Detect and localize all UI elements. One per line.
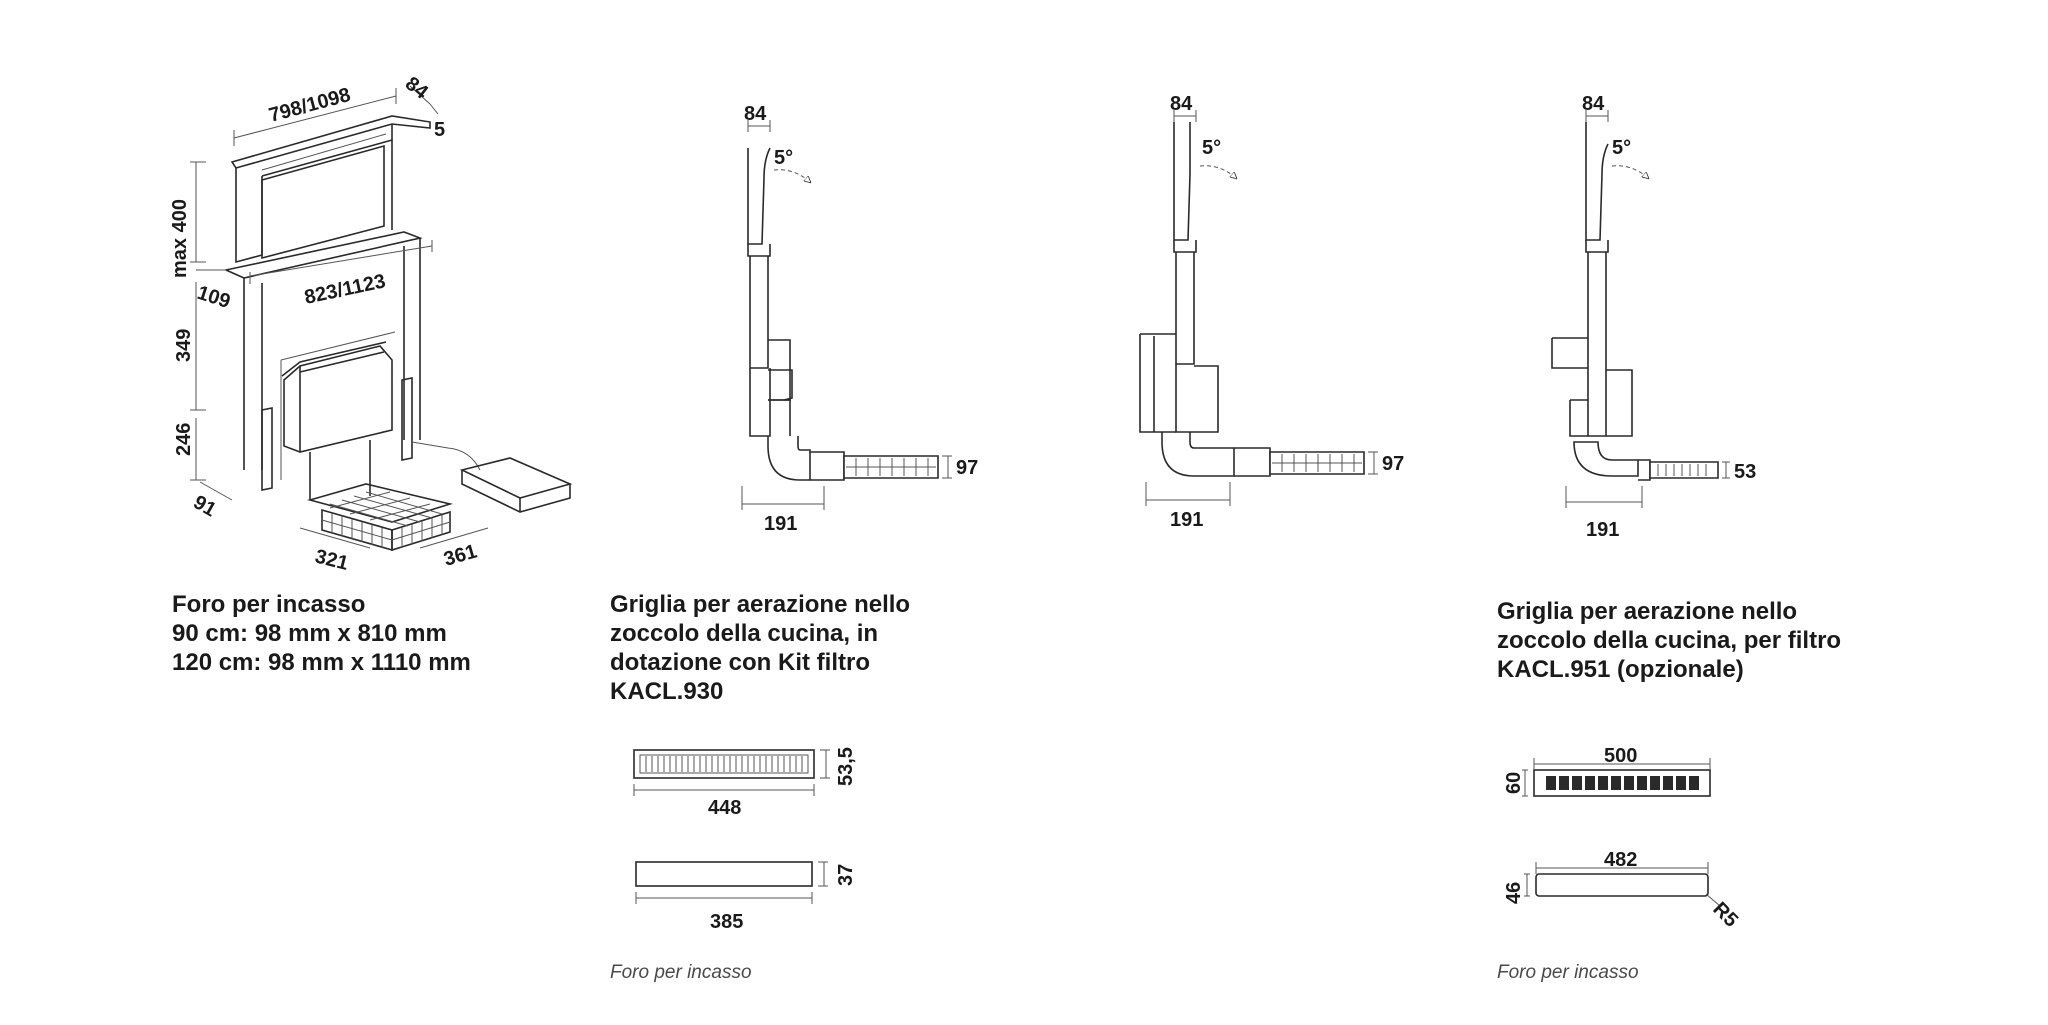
dim-321: 321 — [312, 545, 351, 575]
grille-930-height: 53,5 — [835, 747, 857, 786]
caption-line: KACL.930 — [610, 678, 724, 705]
caption-line: dotazione con Kit filtro — [610, 649, 870, 676]
sv1-grill-height: 97 — [956, 457, 979, 479]
caption-line: 120 cm: 98 mm x 1110 mm — [172, 649, 471, 676]
sv3-grill-height: 53 — [1734, 461, 1757, 483]
dim-246: 246 — [173, 422, 195, 456]
caption-line: 90 cm: 98 mm x 810 mm — [172, 620, 447, 647]
side-view-1 — [742, 103, 978, 535]
cutout-951-height: 46 — [1503, 881, 1525, 904]
caption-line: zoccolo della cucina, in — [610, 620, 879, 647]
caption-line: Foro per incasso — [172, 591, 366, 618]
dim-349: 349 — [173, 328, 195, 362]
sv1-base-depth: 191 — [764, 513, 798, 535]
note-cutout-951: Foro per incasso — [1497, 962, 1639, 983]
grille-930-drawing — [634, 747, 857, 933]
cutout-930-width: 385 — [710, 911, 744, 933]
sv1-top-width: 84 — [744, 103, 767, 125]
sv2-grill-height: 97 — [1382, 453, 1405, 475]
caption-line: KACL.951 (opzionale) — [1497, 656, 1744, 683]
dim-max-height: max 400 — [169, 199, 191, 278]
note-cutout-930: Foro per incasso — [610, 962, 752, 983]
dim-depth: 84 — [400, 72, 432, 104]
dim-width: 798/1098 — [266, 83, 353, 127]
grille-951-width: 500 — [1604, 745, 1638, 767]
dim-91: 91 — [189, 491, 220, 522]
caption-grille-951 — [1497, 597, 1841, 684]
grille-951-drawing — [1503, 745, 1742, 932]
sv2-angle: 5° — [1202, 137, 1222, 159]
caption-line: Griglia per aerazione nello — [1497, 598, 1798, 625]
sv2-base-depth: 191 — [1170, 509, 1204, 531]
sv3-angle: 5° — [1612, 137, 1632, 159]
sv3-base-depth: 191 — [1586, 519, 1620, 541]
grille-951-height: 60 — [1503, 771, 1525, 794]
cutout-951-width: 482 — [1604, 849, 1638, 871]
cutout-930-height: 37 — [835, 863, 857, 886]
sv2-top-width: 84 — [1170, 93, 1193, 115]
dim-top: 5 — [434, 119, 446, 141]
caption-unit-main — [172, 590, 471, 677]
dim-base-width: 823/1123 — [302, 270, 388, 309]
sv1-angle: 5° — [774, 147, 794, 169]
dim-offset: 109 — [194, 281, 233, 314]
dim-361: 361 — [441, 540, 480, 571]
caption-grille-930 — [610, 590, 910, 706]
caption-line: Griglia per aerazione nello — [610, 591, 911, 618]
cutout-951-radius: R5 — [1708, 897, 1743, 932]
side-view-3 — [1552, 93, 1756, 541]
downdraft-hood-iso — [169, 73, 570, 575]
caption-line: zoccolo della cucina, per filtro — [1497, 627, 1842, 654]
grille-930-width: 448 — [708, 797, 742, 819]
side-view-2 — [1140, 93, 1404, 531]
sv3-top-width: 84 — [1582, 93, 1605, 115]
